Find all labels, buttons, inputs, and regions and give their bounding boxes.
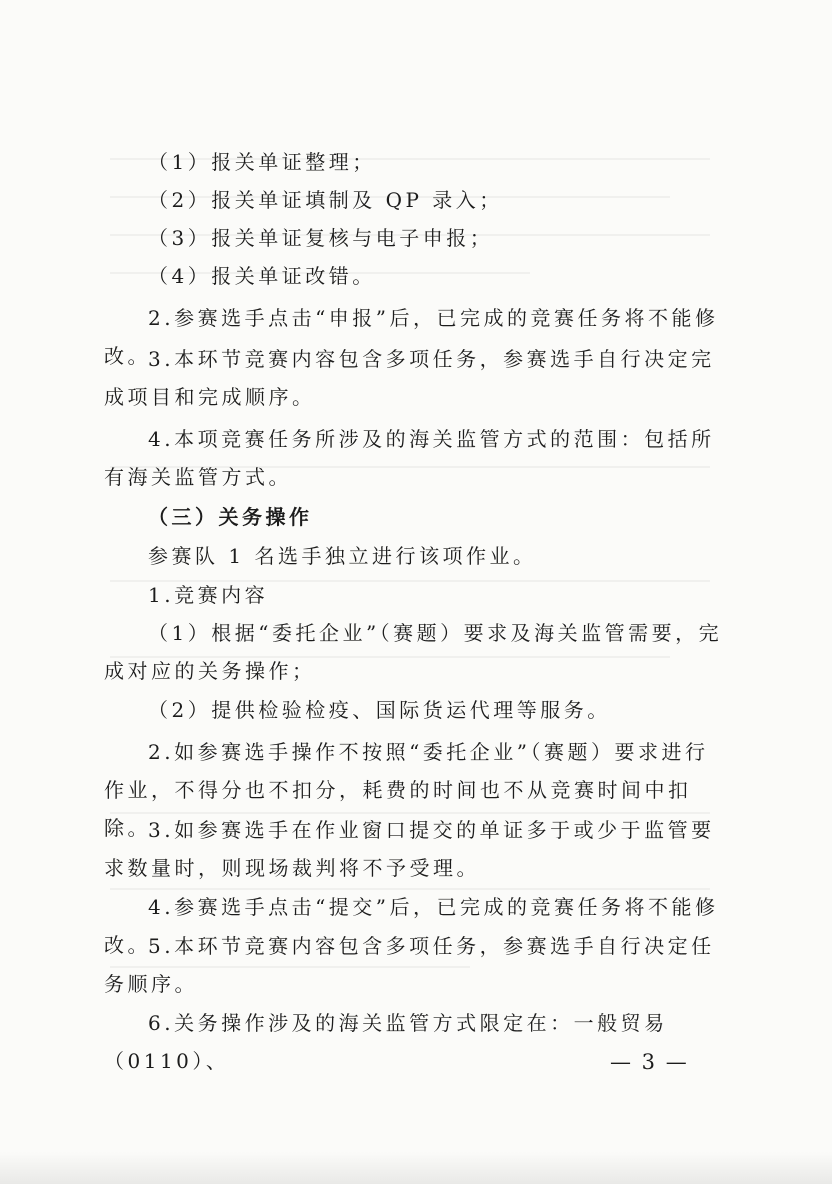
rule-paragraph-9: 6.关务操作涉及的海关监管方式限定在：一般贸易（0110）、 — [104, 1011, 668, 1073]
list-item-3: （3）报关单证复核与电子申报； — [148, 226, 494, 250]
list-item-1: （1）报关单证整理； — [148, 150, 376, 174]
page-bottom-edge — [0, 1152, 832, 1184]
subsection-heading: 1.竞赛内容 — [148, 583, 269, 607]
rule-paragraph-6: 3.如参赛选手在作业窗口提交的单证多于或少于监管要求数量时，则现场裁判将不予受理。 — [104, 818, 715, 880]
list-item-6: （2）提供检验检疫、国际货运代理等服务。 — [148, 698, 611, 722]
list-item-5: （1）根据“委托企业”（赛题）要求及海关监管需要，完成对应的关务操作； — [104, 621, 723, 683]
rule-paragraph-5: 2.如参赛选手操作不按照“委托企业”（赛题）要求进行作业，不得分也不扣分，耗费的时间也不从竞赛时间中扣除。 — [104, 740, 709, 840]
page-number: — 3 — — [610, 1050, 689, 1074]
list-item-2: （2）报关单证填制及 QP 录入； — [148, 188, 503, 212]
section-heading: （三）关务操作 — [148, 505, 313, 529]
rule-paragraph-8: 5.本环节竞赛内容包含多项任务，参赛选手自行决定任务顺序。 — [104, 934, 715, 996]
rule-paragraph-2: 2.参赛选手点击“申报”后，已完成的竞赛任务将不能修改。 — [104, 306, 719, 368]
rule-paragraph-7: 4.参赛选手点击“提交”后，已完成的竞赛任务将不能修改。 — [104, 895, 719, 957]
rule-paragraph-4: 4.本项竞赛任务所涉及的海关监管方式的范围：包括所有海关监管方式。 — [104, 427, 715, 489]
list-item-4: （4）报关单证改错。 — [148, 264, 376, 288]
section-intro: 参赛队 1 名选手独立进行该项作业。 — [148, 544, 537, 568]
rule-paragraph-3: 3.本环节竞赛内容包含多项任务，参赛选手自行决定完成项目和完成顺序。 — [104, 347, 715, 409]
